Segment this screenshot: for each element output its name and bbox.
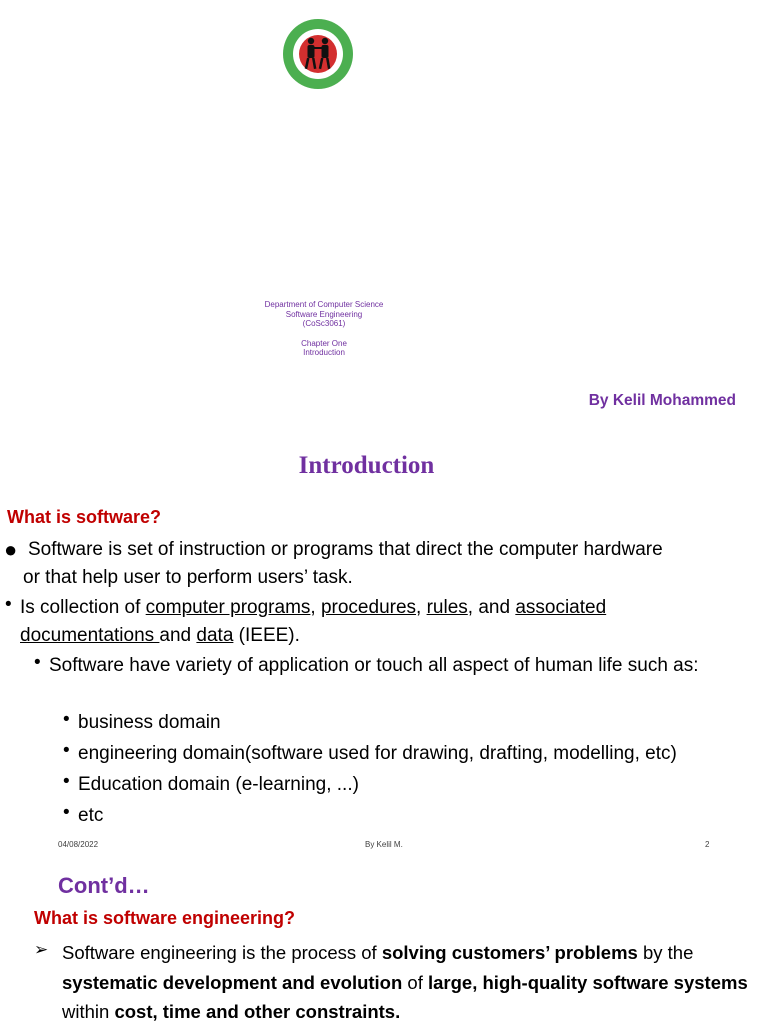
heading-what-is-software: What is software? — [7, 507, 162, 527]
underlined-term: documentations — [20, 625, 160, 646]
bullet-dot-icon: • — [63, 771, 70, 792]
bullet-dot-icon: • — [63, 709, 70, 730]
bold-term: cost, time and other constraints. — [114, 1001, 401, 1022]
text-segment: within — [62, 1001, 115, 1022]
text-segment: and — [159, 625, 197, 646]
text-segment: of — [402, 971, 428, 993]
bullet-dot-icon: ● — [4, 537, 18, 562]
text-segment: (IEEE). — [233, 625, 300, 646]
sub-item-business: business domain — [78, 712, 221, 733]
sub-item-engineering: engineering domain(software used for drawing, drafting, modelling, etc) — [78, 743, 677, 764]
footer-page-number: 2 — [705, 840, 710, 849]
text-segment: , — [310, 597, 321, 618]
bullet-ieee-definition — [20, 594, 750, 650]
underlined-term: computer programs — [145, 597, 311, 618]
bold-term: large, high-quality software systems — [428, 971, 748, 993]
college-logo — [276, 17, 360, 91]
text-segment: , — [416, 597, 427, 618]
department-line: Department of Computer Science — [264, 300, 384, 309]
author-name: By Kelil Mohammed — [588, 392, 736, 409]
course-line: Software Engineering — [285, 309, 363, 319]
course-code-line: (CoSc3061) — [302, 319, 346, 328]
sub-item-education: Education domain (e-learning, ...) — [78, 774, 359, 795]
text-segment: by the — [637, 942, 694, 963]
bullet-software-definition: Software is set of instruction or programs that direct the computer hardware — [28, 539, 663, 560]
software-engineering-definition — [62, 938, 752, 1024]
bullet-dot-icon: • — [5, 594, 12, 615]
footer-author: By Kelil M. — [365, 840, 403, 849]
underlined-term: rules — [426, 597, 468, 618]
sub-item-etc: etc — [78, 805, 104, 826]
text-segment: , and — [467, 597, 516, 618]
title-slide — [0, 0, 768, 430]
slide-title-introduction: Introduction — [298, 452, 435, 479]
underlined-term: data — [196, 625, 234, 646]
arrow-bullet-icon: ➢ — [34, 940, 49, 959]
bold-term: solving customers’ problems — [381, 942, 638, 963]
slide-title-contd: Cont’d… — [58, 873, 150, 898]
bullet-dot-icon: • — [63, 740, 70, 761]
bullet-software-application: Software have variety of application or touch all aspect of human life such as: — [49, 655, 699, 676]
bullet-dot-icon: • — [34, 652, 41, 673]
underlined-term: associated — [515, 597, 607, 618]
bold-term: systematic development and evolution — [62, 971, 403, 993]
chapter-line: Chapter One — [301, 338, 347, 348]
text-segment: Software engineering is the process of — [62, 942, 382, 963]
text-segment: Is collection of — [20, 597, 146, 618]
footer-date: 04/08/2022 — [58, 840, 99, 849]
heading-what-is-software-engineering: What is software engineering? — [34, 908, 296, 928]
chapter-title-line: Introduction — [303, 348, 345, 357]
bullet-software-definition-cont: or that help user to perform users’ task. — [23, 567, 353, 588]
bullet-dot-icon: • — [63, 802, 70, 823]
underlined-term: procedures — [320, 597, 417, 618]
department-info — [200, 300, 448, 358]
